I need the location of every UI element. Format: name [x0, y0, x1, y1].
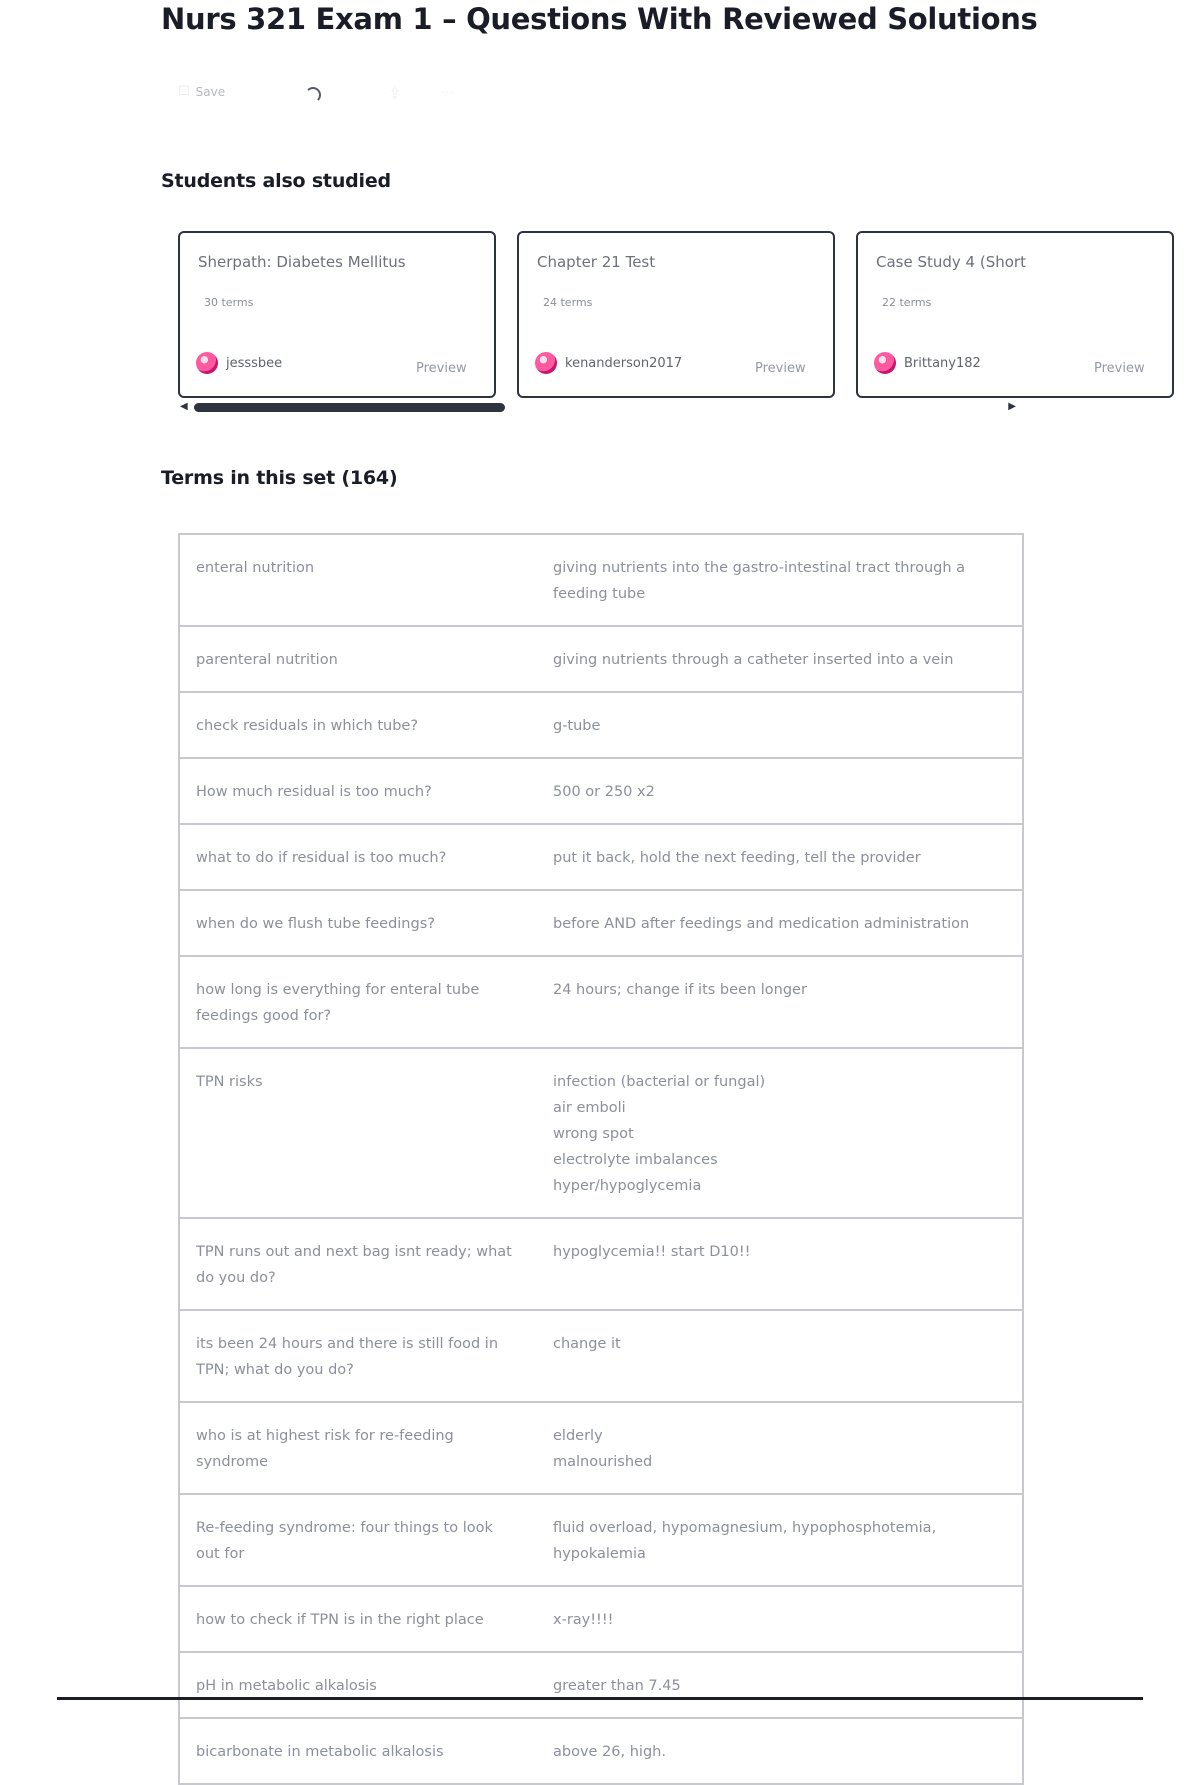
avatar — [196, 352, 218, 374]
study-set-card[interactable] — [517, 231, 835, 398]
card-username: kenanderson2017 — [565, 355, 683, 371]
term-definition: giving nutrients through a catheter inserted into a vein — [553, 652, 954, 668]
term-row — [178, 1719, 1024, 1785]
term-row — [178, 1653, 1024, 1719]
card-term-count: 24 terms — [543, 296, 593, 309]
term-text: who is at highest risk for re-feeding syndrome — [196, 1428, 454, 1470]
term-definition: change it — [553, 1336, 621, 1352]
students-also-studied-heading: Students also studied — [161, 170, 391, 192]
term-row — [178, 1049, 1024, 1219]
carousel-scrollbar[interactable] — [194, 403, 1012, 412]
scroll-right-arrow-icon[interactable]: ▶ — [1008, 401, 1016, 412]
avatar — [874, 352, 896, 374]
term-text: pH in metabolic alkalosis — [196, 1678, 377, 1694]
carousel-scrollbar-thumb[interactable] — [194, 403, 505, 412]
term-text: when do we flush tube feedings? — [196, 916, 435, 932]
term-text: bicarbonate in metabolic alkalosis — [196, 1744, 444, 1760]
terms-heading: Terms in this set (164) — [161, 467, 398, 489]
page-bottom-divider — [57, 1697, 1143, 1700]
term-row — [178, 1495, 1024, 1587]
more-options-icon[interactable]: ⋯ — [440, 85, 454, 101]
term-text: TPN risks — [196, 1074, 263, 1090]
save-label: Save — [195, 84, 226, 99]
term-definition: elderly malnourished — [553, 1428, 653, 1470]
term-text: parenteral nutrition — [196, 652, 338, 668]
card-author — [196, 352, 282, 374]
study-set-carousel — [178, 231, 1145, 415]
term-row — [178, 1587, 1024, 1653]
study-set-card[interactable] — [178, 231, 496, 398]
card-term-count: 22 terms — [882, 296, 932, 309]
term-row — [178, 1219, 1024, 1311]
term-text: How much residual is too much? — [196, 784, 432, 800]
term-definition: hypoglycemia!! start D10!! — [553, 1244, 751, 1260]
term-row — [178, 957, 1024, 1049]
term-row — [178, 693, 1024, 759]
avatar — [535, 352, 557, 374]
term-definition: above 26, high. — [553, 1744, 666, 1760]
term-text: what to do if residual is too much? — [196, 850, 447, 866]
term-definition: greater than 7.45 — [553, 1678, 681, 1694]
terms-table — [178, 533, 1024, 1785]
loading-spinner-icon — [305, 87, 321, 103]
card-username: Brittany182 — [904, 355, 981, 371]
card-preview-link[interactable]: Preview — [416, 361, 467, 376]
term-row — [178, 1311, 1024, 1403]
term-row — [178, 759, 1024, 825]
study-set-card[interactable] — [856, 231, 1174, 398]
term-text: its been 24 hours and there is still food in TPN; what do you do? — [196, 1336, 499, 1378]
term-definition: x-ray!!!! — [553, 1612, 614, 1628]
term-text: enteral nutrition — [196, 560, 315, 576]
term-definition: put it back, hold the next feeding, tell the provider — [553, 850, 921, 866]
card-preview-link[interactable]: Preview — [1094, 361, 1145, 376]
term-text: check residuals in which tube? — [196, 718, 419, 734]
term-row — [178, 1403, 1024, 1495]
card-author — [874, 352, 981, 374]
term-row — [178, 891, 1024, 957]
term-text: how to check if TPN is in the right place — [196, 1612, 484, 1628]
term-definition: giving nutrients into the gastro-intestinal tract through a feeding tube — [553, 560, 966, 602]
term-definition: g-tube — [553, 718, 601, 734]
card-term-count: 30 terms — [204, 296, 254, 309]
action-bar — [178, 84, 498, 114]
term-row — [178, 627, 1024, 693]
term-text: Re-feeding syndrome: four things to look out for — [196, 1520, 493, 1562]
term-row — [178, 825, 1024, 891]
term-text: how long is everything for enteral tube feedings good for? — [196, 982, 480, 1024]
term-definition: fluid overload, hypomagnesium, hypophosphotemia, hypokalemia — [553, 1520, 937, 1562]
scroll-left-arrow-icon[interactable]: ◀ — [180, 401, 188, 412]
term-definition: 500 or 250 x2 — [553, 784, 655, 800]
term-row — [178, 535, 1024, 627]
term-definition: 24 hours; change if its been longer — [553, 982, 807, 998]
save-button[interactable] — [178, 84, 225, 99]
term-text: TPN runs out and next bag isnt ready; what do you do? — [196, 1244, 512, 1286]
card-preview-link[interactable]: Preview — [755, 361, 806, 376]
term-definition: infection (bacterial or fungal) air emboli wrong spot electrolyte imbalances hyper/hypoglycemia — [553, 1074, 766, 1194]
card-title: Case Study 4 (Short — [876, 253, 1026, 271]
page-title: Nurs 321 Exam 1 – Questions With Reviewed Solutions — [161, 2, 1038, 36]
card-username: jesssbee — [226, 355, 283, 371]
card-title: Chapter 21 Test — [537, 253, 656, 271]
bookmark-icon: ☐ — [178, 84, 190, 99]
term-definition: before AND after feedings and medication administration — [553, 916, 970, 932]
share-icon[interactable]: ⇪ — [388, 84, 402, 103]
card-title: Sherpath: Diabetes Mellitus — [198, 253, 406, 271]
card-author — [535, 352, 682, 374]
